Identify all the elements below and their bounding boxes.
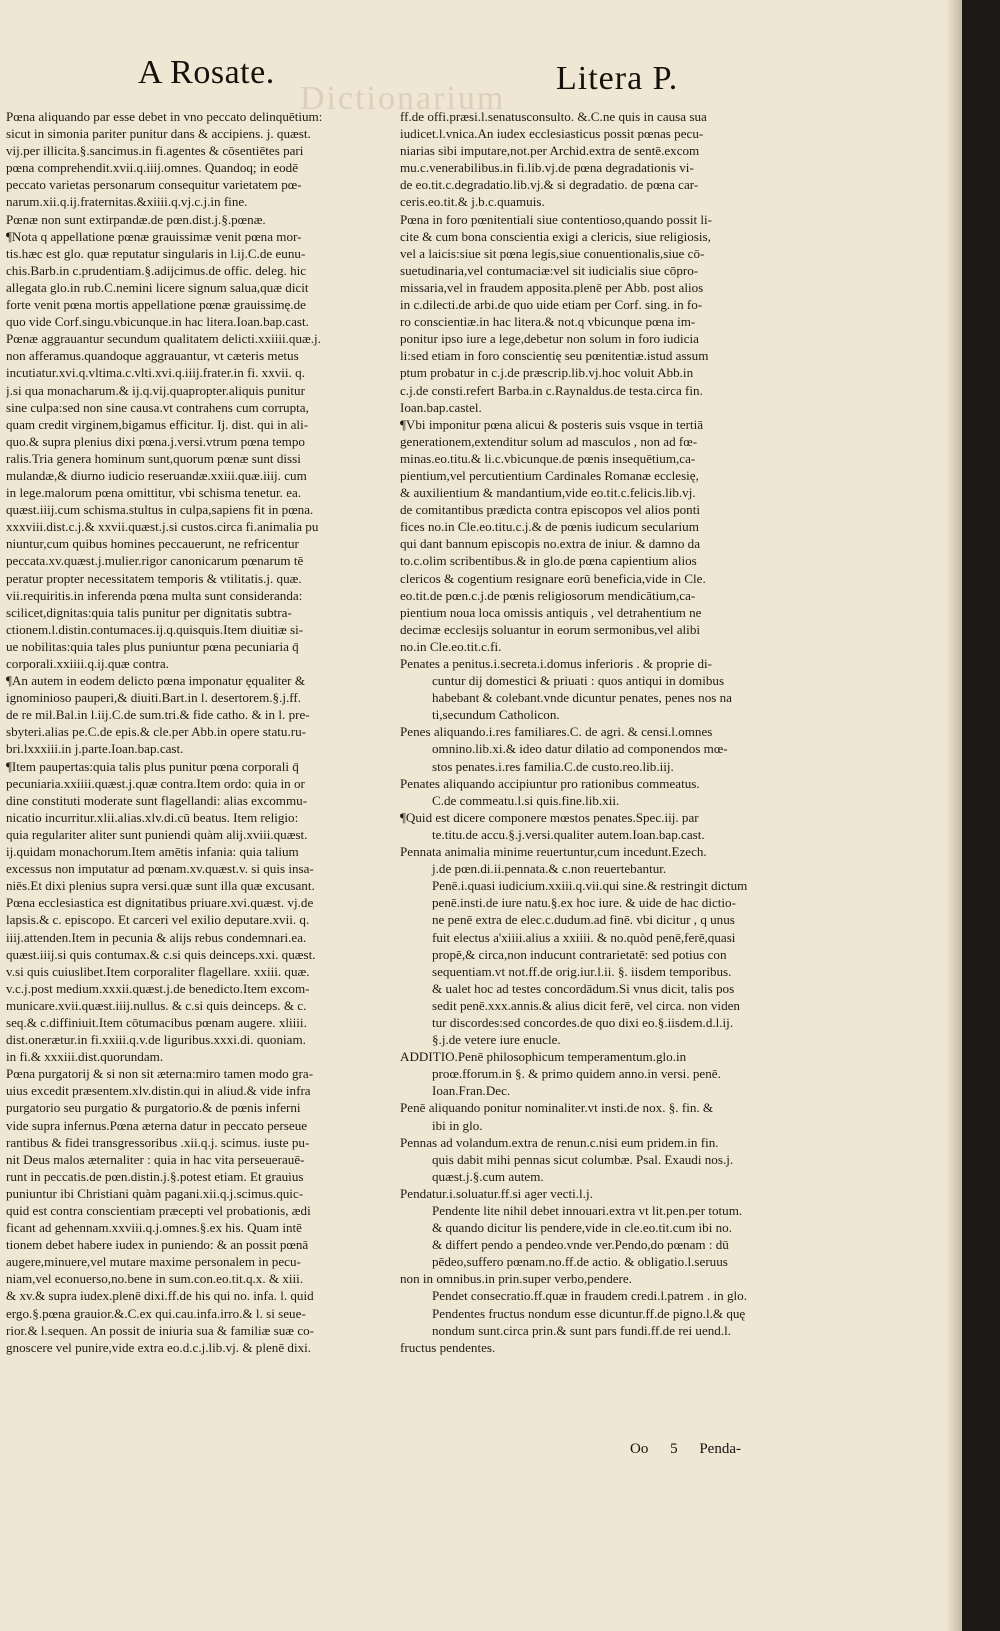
text-line: j.de pœn.di.ii.pennata.& c.non reuertebantur. (432, 861, 667, 877)
text-line: fructus pendentes. (400, 1339, 496, 1355)
text-line: in c.dilecti.de arbi.de quo uide etiam per Corf. sing. in fo- (400, 297, 703, 313)
text-line: ff.de offi.præsi.l.senatusconsulto. &.C.ne quis in causa sua (400, 109, 707, 124)
text-line: pœna comprehendit.xvii.q.iiij.omnes. Quandoq; in eodē (6, 160, 299, 176)
text-line: qui dant bannum episcopis no.extra de iniur. & damno da (400, 536, 701, 552)
show-through-text: Dictionarium (300, 80, 506, 117)
catchword: Penda- (699, 1441, 741, 1457)
text-line: runt in peccatis.de pœn.distin.j.§.potest etiam. Et grauius (6, 1168, 304, 1184)
text-line: no.in Cle.eo.tit.c.fi. (400, 638, 502, 654)
text-line: li:sed etiam in foro conscientię seu pœnitentiæ.istud assum (400, 348, 709, 364)
text-line: Pœnæ aggrauantur secundum qualitatem delicti.xxiiii.quæ.j. (6, 331, 321, 347)
text-line: minas.eo.titu.& li.c.vbicunque.de pœnis insequētium,ca- (400, 450, 696, 466)
text-line: peccato varietas personarum consequitur varietatem pœ- (6, 177, 302, 193)
text-line: allegata glo.in rub.C.nemini licere signum salua,quæ dicit (6, 279, 309, 295)
text-line: augere,minuere,vel mutare maxime personalem in pecu- (6, 1254, 301, 1270)
text-line: Pennata animalia minime reuertuntur,cum incedunt.Ezech. (400, 844, 707, 860)
right-text-column (400, 108, 800, 1356)
text-line: peratur propter necessitatem temporis & vtilitatis.j. quæ. (6, 570, 302, 586)
text-line: ponitur ipso iure a lege,debetur non solum in foro iudicia (400, 331, 699, 347)
text-line: iiij.attenden.Item in pecunia & alijs rebus condemnari.ea. (6, 929, 307, 945)
text-line: Pendente lite nihil debet innouari.extra vt lit.pen.per totum. (432, 1203, 743, 1218)
text-line: vii.requiritis.in inferenda pœna multa sunt consideranda: (6, 587, 303, 603)
text-line: j.si qua monacharum.& ij.q.vij.quapropter.aliquis punitur (6, 382, 305, 398)
text-line: niarias sibi imputare,not.per Archid.extra de sentē.excom (400, 143, 700, 159)
text-line: Pœna purgatorij & si non sit æterna:miro tamen modo gra- (6, 1066, 314, 1082)
text-line: te.titu.de accu.§.j.versi.qualiter autem.Ioan.bap.cast. (432, 826, 705, 842)
text-line: municare.xvii.quæst.iiij.nullus. & c.si quis deinceps. & c. (6, 997, 307, 1013)
text-line: Penates a penitus.i.secreta.i.domus inferioris . & proprie di- (400, 656, 712, 671)
text-line: vide supra infernus.Pœna æterna datur in peccato perseue (6, 1117, 308, 1133)
text-line: quæst.iiij.si quis contumax.& c.si quis deinceps.xxi. quæst. (6, 946, 316, 962)
text-line: ceris.eo.tit.& j.b.c.quamuis. (400, 194, 545, 210)
text-line: pientium,vel percutientium Cardinales Romanæ ecclesię, (400, 467, 699, 483)
text-line: v.c.j.post medium.xxxii.quæst.j.de benedicto.Item excom- (6, 980, 310, 996)
text-line: iudicet.l.vnica.An iudex ecclesiasticus possit pœnas pecu- (400, 126, 704, 142)
running-head-right: Litera P. (556, 60, 679, 97)
text-line: decimæ ecclesijs soluantur in eorum sermonibus,vel alibi (400, 621, 700, 637)
text-line: clericos & cogentium resignare eorū beneficia,vide in Cle. (400, 570, 706, 586)
text-line: proœ.fforum.in §. & primo quidem anno.in versi. penē. (432, 1066, 721, 1082)
text-line: Ioan.bap.castel. (400, 399, 482, 415)
text-line: bri.lxxxiii.in j.parte.Ioan.bap.cast. (6, 741, 184, 757)
text-line: quo.& supra plenius dixi pœna.j.versi.vtrum pœna tempo (6, 433, 305, 449)
text-line: §.j.de vetere iure enucle. (432, 1032, 561, 1048)
running-head-left: A Rosate. (138, 54, 275, 91)
text-line: tur discordes:sed concordes.de quo dixi eo.§.iisdem.d.l.ij. (432, 1014, 734, 1030)
text-line: incutiatur.xvi.q.vltima.c.vlti.xvi.q.iiij.frater.in fi. xxvii. q. (6, 365, 305, 381)
text-line: ralis.Tria genera hominum sunt,quorum pœnæ sunt dissi (6, 450, 301, 466)
text-line: ¶Nota q appellatione pœnæ grauissimæ venit pœna mor- (6, 228, 302, 244)
text-line: in lege.malorum pœna omittitur, vbi schisma tenetur. ea. (6, 485, 302, 501)
text-line: ignominioso pauperi,& diuiti.Bart.in l. desertorem.§.j.ff. (6, 690, 302, 706)
text-line: chis.Barb.in c.prudentiam.§.adijcimus.de offic. deleg. hic (6, 262, 307, 278)
text-line: ¶Vbi imponitur pœna alicui & posteris suis vsque in tertiā (400, 416, 704, 432)
text-line: Penē aliquando ponitur nominaliter.vt insti.de nox. §. fin. & (400, 1100, 714, 1116)
text-line: pēdeo,suffero pœnam.no.ff.de actio. & obligatio.l.seruus (432, 1254, 728, 1270)
text-line: gnoscere vel punire,vide extra eo.d.c.j.lib.vj. & plenē dixi. (6, 1339, 312, 1355)
text-line: eo.tit.de pœn.c.j.de pœnis religiosorum mendicātium,ca- (400, 587, 696, 603)
text-line: ficant ad gehennam.xxviii.q.j.omnes.§.ex his. Quam intē (6, 1220, 302, 1236)
text-line: vij.per illicita.§.sancimus.in fi.agentes & cōsentiētes pari (6, 143, 304, 159)
text-line: dist.onerætur.in fi.xxiii.q.v.de liguribus.xxxi.di. quoniam. (6, 1032, 306, 1048)
text-line: xxxviii.dist.c.j.& xxvii.quæst.j.si custos.circa fi.animalia pu (6, 519, 319, 535)
text-line: forte venit pœna mortis appellatione pœnæ grauissimę.de (6, 297, 306, 313)
text-line: quo vide Corf.singu.vbicunque.in hac litera.Ioan.bap.cast. (6, 314, 309, 330)
text-line: niuntur,cum quibus homines peccauerunt, ne refricentur (6, 536, 299, 552)
text-line: Penates aliquando accipiuntur pro rationibus commeatus. (400, 775, 700, 791)
text-line: v.si quis cuiuslibet.Item corporaliter flagellare. xxiii. quæ. (6, 963, 310, 979)
text-line: generationem,extenditur solum ad masculos , non ad fœ- (400, 433, 698, 449)
text-line: quæst.j.§.cum autem. (432, 1168, 544, 1184)
text-line: in fi.& xxxiii.dist.quorundam. (6, 1049, 164, 1065)
text-line: & auxilientium & mandantium,vide eo.tit.c.felicis.lib.vj. (400, 485, 696, 501)
page-footer (630, 1441, 759, 1458)
text-line: omnino.lib.xi.& ideo datur dilatio ad componendos mœ- (432, 741, 728, 757)
text-line: Pennas ad volandum.extra de renun.c.nisi eum pridem.in fin. (400, 1134, 719, 1150)
text-line: rantibus & fidei transgressoribus .xii.q.j. scimus. iuste pu- (6, 1134, 310, 1150)
text-line: lapsis.& c. episcopo. Et carceri vel exilio deputare.xvii. q. (6, 912, 310, 928)
text-line: mu.c.venerabilibus.in fi.lib.vj.de pœna degradationis vi- (400, 160, 694, 176)
signature-mark: Oo (630, 1441, 649, 1457)
signature-number: 5 (670, 1441, 678, 1457)
text-line: seq.& c.diffiniuit.Item cōtumacibus pœnam augere. xliiii. (6, 1014, 307, 1030)
text-line: suetudinaria,vel contumaciæ:vel sit iudicialis siue cōpro- (400, 262, 699, 278)
text-line: Pœna aliquando par esse debet in vno peccato delinquētium: (6, 109, 323, 124)
text-line: de re mil.Bal.in l.iij.C.de sum.tri.& fide catho. & in l. pre- (6, 707, 310, 723)
text-line: ro conscientiæ.in hac litera.& not.q vbicunque pœna im- (400, 314, 696, 330)
text-line: Penē.i.quasi iudicium.xxiii.q.vii.qui sine.& restringit dictum (432, 878, 748, 894)
text-line: ij.quidam monachorum.Item amētis infania: quia talium (6, 844, 299, 860)
text-line: ¶Quid est dicere componere mœstos penates.Spec.iij. par (400, 809, 699, 825)
text-line: pecuniaria.xxiiii.quæst.j.quæ contra.Item ordo: quia in or (6, 775, 305, 791)
text-line: de comitantibus prædicta contra episcopos vel alios ponti (400, 502, 700, 518)
left-text-column (6, 108, 391, 1356)
text-line: cite & cum bona conscientia exigi a clericis, siue religiosis, (400, 228, 711, 244)
text-line: cuntur dij domestici & priuati : quos antiqui in domibus (432, 673, 725, 689)
text-line: fuit electus a'xiiii.alius a xxiiii. & no.quòd penē,ferē,quasi (432, 929, 736, 945)
text-line: niam,vel econuerso,no.bene in sum.con.eo.tit.q.x. & xiii. (6, 1271, 304, 1287)
text-line: nondum sunt.circa prin.& sunt pars fundi.ff.de rei uend.l. (432, 1322, 732, 1338)
text-line: Pendatur.i.soluatur.ff.si ager vecti.l.j. (400, 1185, 593, 1201)
text-line: vel a laicis:siue sit pœna legis,siue conuentionalis,siue cō- (400, 245, 705, 261)
text-line: & quando dicitur lis pendere,vide in cle.eo.tit.cum ibi no. (432, 1220, 732, 1236)
text-line: rior.& l.sequen. An possit de iniuria sua & familiæ suæ co- (6, 1322, 315, 1338)
text-line: stos penates.i.res familia.C.de custo.reo.lib.iij. (432, 758, 674, 774)
text-line: to.c.olim scribentibus.& in glo.de pœna capientium alios (400, 553, 697, 569)
text-line: tionem debet habere iudex in puniendo: & an possit pœnā (6, 1237, 309, 1253)
text-line: Pendet consecratio.ff.quæ in fraudem credi.l.patrem . in glo. (432, 1288, 748, 1304)
text-line: quis dabit mihi pennas sicut columbæ. Psal. Exaudi nos.j. (432, 1151, 734, 1167)
text-line: c.j.de consti.refert Barba.in c.Raynaldus.de testa.circa fin. (400, 382, 703, 398)
text-line: non afferamus.quandoque aggrauantur, vt cæteris metus (6, 348, 299, 364)
text-line: Ioan.Fran.Dec. (432, 1083, 511, 1099)
text-line: quia regulariter aliter sunt puniendi quàm alij.xviii.quæst. (6, 826, 308, 842)
text-line: nicatio incurritur.xlii.alias.xlv.di.cū beatus. Item religio: (6, 809, 299, 825)
text-line: sequentiam.vt not.ff.de orig.iur.l.ii. §. iisdem temporibus. (432, 963, 732, 979)
text-line: peccata.xv.quæst.j.mulier.rigor canonicarum pœnarum tē (6, 553, 304, 569)
text-line: & ualet hoc ad testes concordādum.Si vnus dicit, talis pos (432, 980, 735, 996)
text-line: Penes aliquando.i.res familiares.C. de agri. & censi.l.omnes (400, 724, 713, 740)
text-line: ADDITIO.Penē philosophicum temperamentum.glo.in (400, 1049, 687, 1065)
text-line: sedit penē.xxx.annis.& alius dicit ferē, vel circa. non viden (432, 997, 740, 1013)
text-line: ¶An autem in eodem delicto pœna imponatur ęqualiter & (6, 673, 306, 689)
text-line: sine culpa:sed non sine causa.vt contrahens cum corrupta, (6, 399, 309, 415)
text-line: ibi in glo. (432, 1117, 483, 1133)
text-line: & differt pendo a pendeo.vnde ver.Pendo,do pœnam : dū (432, 1237, 729, 1253)
text-line: ne penē extra de elec.c.dudum.ad finē. vbi dicitur , q unus (432, 912, 735, 928)
text-line: dine constituti moderate sunt flagellandi: alias excommu- (6, 792, 308, 808)
text-line: niēs.Et dixi plenius supra versi.quæ sunt illa quæ excusant. (6, 878, 315, 894)
text-line: tis.hæc est glo. quæ reputatur singularis in l.ij.C.de eunu- (6, 245, 306, 261)
text-line: purgatorio seu purgatio & purgatorio.& de pœnis inferni (6, 1100, 301, 1116)
text-line: fices no.in Cle.eo.titu.c.j.& de pœnis iudicum secularium (400, 519, 699, 535)
text-line: quam credit virginem,bigamus efficitur. Ij. dist. qui in ali- (6, 416, 309, 432)
text-line: mulandæ,& diurno iudicio reseruandæ.xxiii.quæ.iiij. cum (6, 467, 307, 483)
text-line: ue nobilitas:quia tales plus puniuntur pœna pecuniaria q̄ (6, 638, 299, 654)
text-line: Pœna ecclesiastica est dignitatibus priuare.xvi.quæst. vj.de (6, 895, 314, 911)
text-line: narum.xii.q.ij.fraternitas.&xiiii.q.vj.c.j.in fine. (6, 194, 248, 210)
text-line: ¶Item paupertas:quia talis plus punitur pœna corporali q̄ (6, 758, 299, 774)
text-line: Pœna in foro pœnitentiali siue contentioso,quando possit li- (400, 211, 713, 227)
text-line: scilicet,dignitas:quia talis punitur per dignitatis subtra- (6, 604, 292, 620)
text-line: penē.insti.de iure natu.§.ex hoc iure. & uide de hac dictio- (432, 895, 736, 911)
text-line: propē,& circa,non inducunt contrarietatē: sed potius con (432, 946, 727, 962)
text-line: ti,secundum Catholicon. (432, 707, 560, 723)
text-line: ctionem.l.distin.contumaces.ij.q.quisquis.Item diuitiæ si- (6, 621, 304, 637)
text-line: sicut in simonia pariter punitur dans & accipiens. j. quæst. (6, 126, 311, 142)
text-line: ergo.§.pœna grauior.&.C.ex qui.cau.infa.irro.& l. si seue- (6, 1305, 306, 1321)
text-line: ptum probatur in c.j.de præscrip.lib.vj.hoc voluit Abb.in (400, 365, 694, 381)
text-line: puniuntur ibi Christiani quàm pagani.xii.q.j.scimus.quic- (6, 1185, 304, 1201)
text-line: quid est contra conscientiam præcepti vel probationis, ædi (6, 1203, 311, 1218)
text-line: nit Deus malos æternaliter : quia in hac vita perseuerauē- (6, 1151, 305, 1167)
text-line: pientium noua loca omissis antiquis , vel detrahentium ne (400, 604, 702, 620)
text-line: & xv.& supra iudex.plenē dixi.ff.de his qui no. infa. l. quid (6, 1288, 314, 1304)
text-line: sbyteri.alias pe.C.de epis.& cle.per Abb.in opere statu.ru- (6, 724, 306, 740)
text-line: habebant & colebant.vnde dicuntur penates, penes nos na (432, 690, 732, 706)
text-line: de eo.tit.c.degradatio.lib.vj.& si degradatio. de pœna car- (400, 177, 699, 193)
text-line: Pœnæ non sunt extirpandæ.de pœn.dist.j.§.pœnæ. (6, 211, 266, 227)
text-line: uius excedit præsentem.xlv.distin.qui in aliud.& vide infra (6, 1083, 311, 1099)
text-line: excessus non imputatur ad pœnam.xv.quæst.v. si quis insa- (6, 861, 314, 877)
text-line: missaria,vel in fraudem apposita.plenē per Abb. post alios (400, 279, 704, 295)
text-line: corporali.xxiiii.q.ij.quæ contra. (6, 656, 169, 671)
text-line: non in omnibus.in prin.super verbo,pendere. (400, 1271, 633, 1287)
text-line: Pendentes fructus nondum esse dicuntur.ff.de pigno.l.& quę (432, 1305, 746, 1321)
text-line: quæst.iiij.cum schisma.stultus in culpa,sapiens fit in pœna. (6, 502, 314, 518)
text-line: C.de commeatu.l.si quis.fine.lib.xii. (432, 792, 620, 808)
